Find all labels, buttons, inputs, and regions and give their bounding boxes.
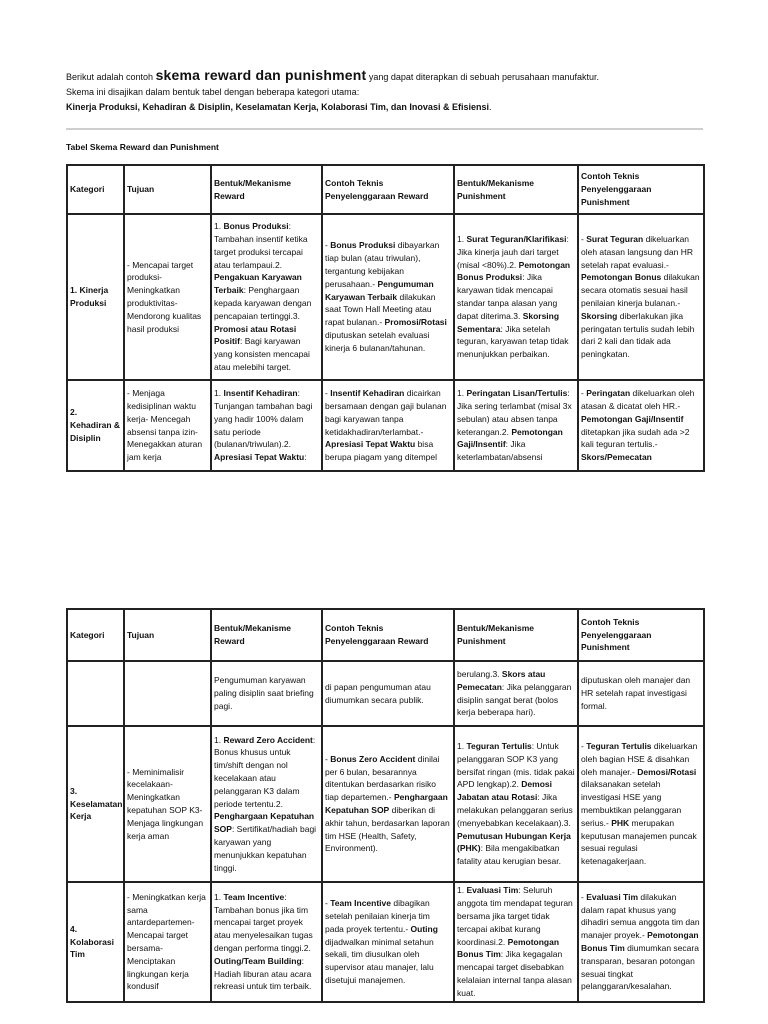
intro-line-1 (66, 67, 716, 86)
bold-term: Bonus Produksi (223, 221, 289, 232)
cell-text: dicairkan bersamaan dengan gaji bulanan bagi karyawan tanpa ketidakhadiran/terlambat.- (325, 388, 447, 437)
cell-text: diputuskan oleh manajer dan HR setelah rapat investigasi formal. (581, 675, 691, 711)
header-cell: Contoh Teknis Penyelenggaraan Reward (322, 609, 454, 661)
cell-text: 1. (457, 388, 467, 399)
kategori-cell: 1. Kinerja Produksi (67, 214, 124, 380)
bold-term: Penghargaan Kepatuhan SOP (325, 792, 448, 815)
cell-text: : Untuk pelanggaran SOP K3 yang bersifat ringan (mis. tidak pakai APD lengkap).2. (457, 741, 575, 790)
tujuan-cell: - Meningkatkan kerja sama antardepartemen- Mencapai target bersama- Menciptakan lingkungan kerja kondusif (124, 882, 211, 1002)
cell-text: berulang.3. (457, 668, 502, 679)
cell-text: ditetapkan jika sudah ada >2 kali teguran tertulis.- (581, 426, 690, 450)
bold-term: Team Incentive (223, 891, 285, 902)
bold-term: Pemotongan Bonus Tim (457, 936, 560, 960)
cell-text: : Jika pelanggaran disiplin sangat berat (bolos kerja beberapa hari). (457, 681, 572, 718)
cell-text: : Bagi karyawan yang konsisten mencapai atau melebihi target. (214, 336, 310, 372)
cell-text: : Bila mengakibatkan fatality atau kerugian besar. (457, 843, 561, 867)
reward-technical-cell (322, 661, 454, 726)
reward-punishment-table-1 (66, 164, 705, 472)
tujuan-cell: - Mencapai target produksi- Meningkatkan produktivitas- Mendorong kualitas hasil produksi (124, 214, 211, 380)
cell-text: : Hadiah liburan atau acara rekreasi untuk tim terbaik. (214, 955, 312, 992)
punishment-cell (454, 214, 578, 380)
cell-text: 1. (457, 234, 467, 245)
cell-text: : (304, 452, 307, 463)
header-cell: Contoh Teknis Penyelenggaraan Punishment (578, 165, 704, 214)
bold-term: Pengakuan Karyawan Terbaik (214, 272, 302, 296)
intro-categories-end: . (488, 102, 492, 112)
table-row (67, 380, 704, 471)
reward-cell (211, 661, 322, 726)
cell-text: : Jika kinerja jauh dari target (misal <80%).2. (457, 234, 569, 270)
punishment-technical-cell (578, 882, 704, 1002)
cell-text: : Jika setelah teguran, karyawan tetap tidak menunjukkan perbaikan. (457, 323, 569, 360)
kategori-cell: 4. Kolaborasi Tim (67, 882, 124, 1002)
bold-term: Pemotongan Bonus Produksi (457, 259, 571, 283)
reward-cell (211, 214, 322, 380)
cell-text: - (325, 753, 331, 764)
cell-text: : Tunjangan tambahan bagi yang hadir 100% dalam satu periode (bulanan/triwulan).2. (214, 388, 313, 450)
cell-text: : Sertifikat/hadiah bagi karyawan yang menunjukkan kepatuhan tinggi. (214, 824, 317, 873)
cell-text: dikeluarkan oleh atasan & dicatat oleh HR.- (581, 388, 695, 411)
cell-text: 1. (214, 891, 224, 902)
punishment-technical-cell (578, 380, 704, 471)
bold-term: Reward Zero Accident (223, 734, 313, 745)
intro-highlight: skema reward dan punishment (155, 67, 367, 83)
bold-term: Promosi/Rotasi (384, 317, 447, 328)
cell-text: - (325, 388, 331, 399)
bold-term: Skorsing Sementara (457, 310, 560, 334)
cell-text: : Jika keterlambatan/absensi (457, 439, 543, 463)
punishment-cell (454, 882, 578, 1002)
cell-text: dilaksanakan setelah investigasi HSE yang membuktikan pelanggaran serius.- (581, 779, 682, 828)
intro-text (66, 67, 716, 116)
cell-text: dilakukan dalam rapat khusus yang dihadiri semua anggota tim dan manajer proyek.- (581, 891, 700, 941)
punishment-cell (454, 661, 578, 726)
cell-text: - (581, 891, 587, 902)
cell-text: diumumkan secara transparan, besaran potongan sesuai tingkat pelanggaran/kesalahan. (581, 943, 699, 992)
cell-text: - (325, 240, 331, 251)
tujuan-cell (124, 661, 211, 726)
tujuan-cell: - Menjaga kedisiplinan waktu kerja- Mencegah absensi tanpa izin- Menegakkan aturan jam kerja (124, 380, 211, 471)
cell-text: 1. (214, 734, 224, 745)
cell-text: - (581, 741, 587, 752)
cell-text: - (325, 898, 331, 909)
cell-text: dikeluarkan oleh atasan langsung dan HR setelah rapat evaluasi.- (581, 234, 693, 270)
bold-term: Team Incentive (330, 898, 391, 909)
cell-text: dibagikan setelah penilaian kinerja tim pada proyek tertentu.- (325, 898, 430, 934)
cell-text: bisa berupa piagam yang ditempel (325, 439, 437, 463)
cell-text: dilakukan secara otomatis sesuai hasil penilaian kinerja bulanan.- (581, 272, 700, 308)
header-cell: Contoh Teknis Penyelenggaraan Reward (322, 165, 454, 214)
cell-text: : Tambahan insentif ketika target produksi tercapai atau terlampaui.2. (214, 221, 308, 270)
bold-term: Insentif Kehadiran (330, 388, 405, 399)
cell-text: 1. (214, 388, 224, 399)
cell-text: dikeluarkan oleh bagian HSE & disahkan oleh manajer.- (581, 741, 698, 777)
bold-term: Teguran Tertulis (466, 741, 532, 752)
punishment-cell (454, 380, 578, 471)
bold-term: Pemotongan Bonus (581, 272, 662, 283)
cell-text: : Jika kegagalan mencapai target disebabkan kelalaian internal tanpa alasan kuat. (457, 949, 572, 998)
bold-term: Bonus Produksi (330, 240, 396, 251)
punishment-technical-cell (578, 661, 704, 726)
punishment-cell (454, 726, 578, 882)
cell-text: diberikan di akhir tahun, berdasarkan laporan tim HSE (Health, Safety, Environment). (325, 805, 450, 854)
header-cell: Kategori (67, 609, 124, 661)
bold-term: PHK (611, 817, 630, 828)
intro-categories-line (66, 99, 716, 116)
cell-text: : Jika melakukan pelanggaran serius (menyebabkan kecelakaan).3. (457, 792, 573, 828)
header-cell: Contoh Teknis Penyelenggaraan Punishment (578, 609, 704, 661)
bold-term: Peringatan (586, 388, 631, 399)
table-header-row (67, 165, 704, 214)
cell-text: : Tambahan bonus jika tim mencapai target proyek atau menyelesaikan tugas dengan performa tinggi.2. (214, 891, 313, 953)
cell-text: : Jika karyawan tidak mencapai standar tanpa alasan yang dapat diterima.3. (457, 272, 558, 321)
table-row (67, 661, 704, 726)
cell-text: diputuskan setelah evaluasi kinerja 6 bulanan/tahunan. (325, 329, 430, 353)
cell-text: dibayarkan tiap bulan (atau triwulan), tergantung kebijakan perusahaan.- (325, 240, 440, 289)
cell-text: 1. (457, 885, 467, 896)
cell-text: : Jika sering terlambat (misal 3x sebulan) atau absen tanpa keterangan.2. (457, 388, 572, 437)
bold-term: Evaluasi Tim (466, 885, 519, 896)
cell-text: : Penghargaan kepada karyawan dengan pencapaian tertinggi.3. (214, 285, 312, 321)
cell-text: dinilai per 6 bulan, besarannya ditentukan berdasarkan risiko tiap departemen.- (325, 753, 440, 803)
header-cell: Bentuk/Mekanisme Punishment (454, 165, 578, 214)
reward-technical-cell (322, 214, 454, 380)
bold-term: Skorsing (581, 310, 618, 321)
header-cell: Kategori (67, 165, 124, 214)
bold-term: Skors atau Pemecatan (457, 668, 546, 692)
punishment-technical-cell (578, 726, 704, 882)
header-cell: Bentuk/Mekanisme Reward (211, 165, 322, 214)
header-cell: Bentuk/Mekanisme Reward (211, 609, 322, 661)
kategori-cell: 2. Kehadiran & Disiplin (67, 380, 124, 471)
bold-term: Pemotongan Bonus Tim (581, 930, 699, 953)
bold-term: Surat Teguran/Klarifikasi (466, 234, 567, 245)
table-row (67, 214, 704, 380)
cell-text: di papan pengumuman atau diumumkan secara publik. (325, 681, 431, 705)
reward-cell (211, 380, 322, 471)
bold-term: Promosi atau Rotasi Positif (214, 323, 297, 347)
bold-term: Demosi Jabatan atau Rotasi (457, 779, 552, 803)
intro-categories: Kinerja Produksi, Kehadiran & Disiplin, Keselamatan Kerja, Kolaborasi Tim, dan Inovasi & Efisiensi (66, 102, 489, 112)
cell-text: : Bonus khusus untuk tim/shift dengan nol kecelakaan atau pelanggaran K3 dalam periode tertentu.2. (214, 734, 316, 809)
bold-term: Peringatan Lisan/Tertulis (466, 388, 568, 399)
punishment-technical-cell (578, 214, 704, 380)
table-title: Tabel Skema Reward dan Punishment (66, 142, 219, 152)
bold-term: Apresiasi Tepat Waktu (325, 439, 416, 450)
header-cell: Bentuk/Mekanisme Punishment (454, 609, 578, 661)
kategori-cell: 3. Keselamatan Kerja (67, 726, 124, 882)
table-row (67, 726, 704, 882)
bold-term: Evaluasi Tim (586, 891, 639, 902)
bold-term: Pengumuman Karyawan Terbaik (325, 278, 434, 302)
reward-technical-cell (322, 726, 454, 882)
cell-text: Pengumuman karyawan paling disiplin saat briefing pagi. (214, 675, 314, 711)
cell-text: 1. (214, 221, 224, 232)
kategori-cell (67, 661, 124, 726)
cell-text: merupakan keputusan manajemen puncak sesuai regulasi ketenagakerjaan. (581, 817, 697, 867)
header-cell: Tujuan (124, 165, 211, 214)
reward-cell (211, 726, 322, 882)
bold-term: Surat Teguran (586, 234, 644, 245)
reward-technical-cell (322, 882, 454, 1002)
divider (66, 128, 703, 130)
reward-technical-cell (322, 380, 454, 471)
cell-text: 1. (457, 741, 467, 752)
bold-term: Outing (410, 923, 438, 934)
cell-text: - (581, 388, 587, 399)
tujuan-cell: - Meminimalisir kecelakaan- Meningkatkan kepatuhan SOP K3- Menjaga lingkungan kerja aman (124, 726, 211, 882)
intro-line-2: Skema ini disajikan dalam bentuk tabel dengan beberapa kategori utama: (66, 87, 360, 97)
intro-lead: Berikut adalah contoh (66, 72, 156, 82)
intro-tail: yang dapat diterapkan di sebuah perusahaan manufaktur. (366, 72, 600, 82)
bold-term: Apresiasi Tepat Waktu (214, 452, 305, 463)
cell-text: diberlakukan jika peringatan tertulis sudah lebih dari 2 kali dan tidak ada peningkatan. (581, 310, 695, 360)
bold-term: Pemotongan Gaji/Insentif (457, 426, 563, 450)
cell-text: dijadwalkan minimal setahun sekali, tim diusulkan oleh supervisor atau manajer, lalu disetujui manajemen. (325, 936, 434, 985)
cell-text: - (581, 234, 587, 245)
bold-term: Penghargaan Kepatuhan SOP (214, 811, 315, 835)
table-row (67, 882, 704, 1002)
bold-term: Pemotongan Gaji/Insentif (581, 413, 684, 424)
bold-term: Pemutusan Hubungan Kerja (PHK) (457, 830, 571, 854)
cell-text: : Seluruh anggota tim mendapat teguran bersama jika target tidak tercapai akibat kurang koordinasi.2. (457, 885, 573, 947)
bold-term: Insentif Kehadiran (223, 388, 298, 399)
bold-term: Teguran Tertulis (586, 741, 652, 752)
bold-term: Outing/Team Building (214, 955, 302, 966)
reward-cell (211, 882, 322, 1002)
header-cell: Tujuan (124, 609, 211, 661)
bold-term: Bonus Zero Accident (330, 753, 416, 764)
bold-term: Skors/Pemecatan (581, 452, 652, 463)
reward-punishment-table-2 (66, 608, 705, 1003)
table-header-row (67, 609, 704, 661)
bold-term: Demosi/Rotasi (637, 766, 697, 777)
cell-text: dilakukan saat Town Hall Meeting atau rapat bulanan.- (325, 291, 436, 328)
